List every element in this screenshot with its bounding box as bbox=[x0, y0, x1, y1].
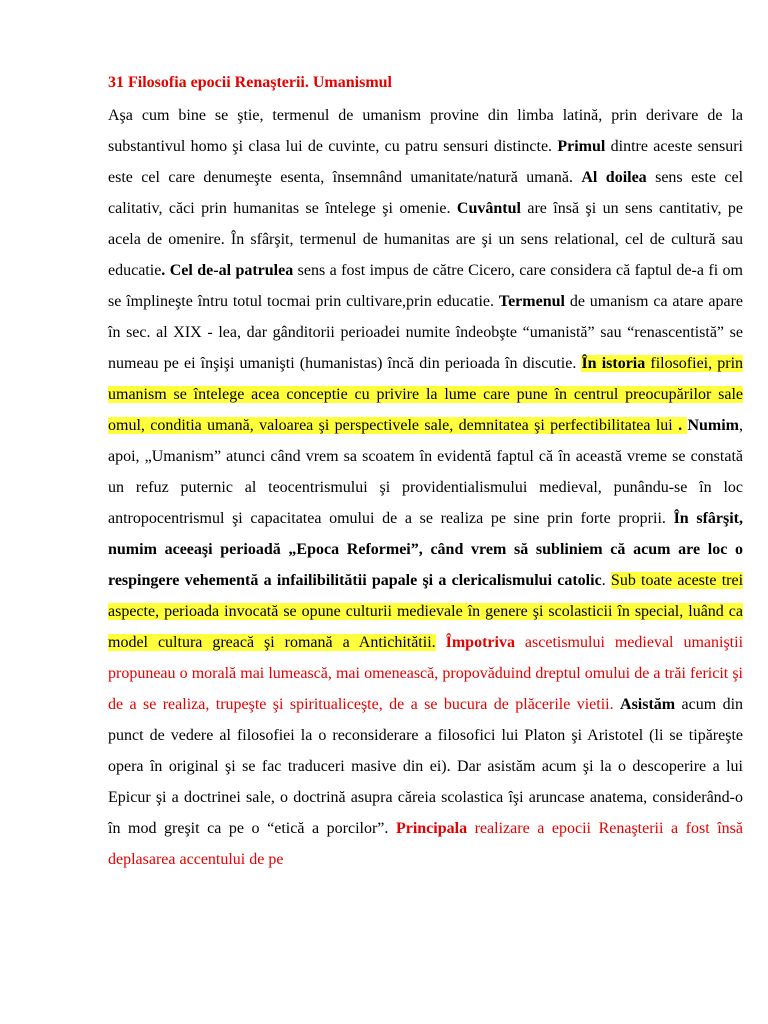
text-run: Cel de-al patrulea bbox=[169, 262, 294, 279]
text-run: ascetismului medieval umaniştii propuneau o morală mai lumească, mai omenească, propovăduind dreptul omului de a trăi fericit şi de a se realiza, trupeşte şi spiritualiceşte, de a se bucura de plăcerile vietii. bbox=[108, 634, 744, 713]
text-run: Primul bbox=[557, 138, 606, 155]
text-run: Aşa cum bine se ştie, termenul de umanism provine din limba latină, prin derivare de la substantivul homo şi clasa lui de cuvinte, cu patru sensuri distincte. bbox=[108, 107, 743, 155]
text-run: de umanism ca atare apare în sec. al XIX - lea, dar gânditorii perioadei numite îndeobşte “umanistă” sau “renascentistă” se numeau pe ei înşişi umanişti (humanistas) încă din perioada în discutie. bbox=[108, 293, 743, 372]
text-run: . bbox=[672, 417, 688, 434]
text-run: Principala bbox=[395, 820, 468, 837]
text-run: În istoria bbox=[581, 355, 646, 372]
text-run: În sfârşit, numim aceeaşi perioadă „Epoca Reformei”, când vrem să subliniem că acum are loc o respingere vehementă a infailibilitătii papale şi a clericalismului catolic bbox=[108, 510, 743, 589]
text-run: are însă şi un sens cantitativ, pe acela de omenire. În sfârşit, termenul de humanitas are şi un sens relational, cel de cultură sau educatie bbox=[108, 200, 743, 279]
text-run: acum din punct de vedere al filosofiei la o reconsiderare a filosofici lui Platon şi Aristotel (li se tipăreşte opera în original şi se fac traduceri masive din ei). Dar asistăm acum şi la o descoperire a lui Epicur şi a doctrinei sale, o doctrină asupra căreia scolastica îşi aruncase anatema, considerând-o în mod greşit ca pe o “etică a porcilor”. bbox=[108, 696, 744, 837]
text-run: . bbox=[601, 572, 611, 589]
text-run: dintre aceste sensuri este cel care denumeşte esenta, însemnând umanitate/natură umană. bbox=[108, 138, 743, 186]
document-page bbox=[108, 70, 743, 875]
text-run: Sub toate aceste trei aspecte, perioada invocată se opune culturii medievale în genere şi scolasticii în special, luând ca model cultura greacă şi romană a Antichitătii. bbox=[108, 572, 744, 651]
text-run: Asistăm bbox=[620, 696, 676, 713]
text-run: Numim bbox=[687, 417, 739, 434]
text-run: sens este cel calitativ, căci prin humanitas se întelege şi omenie. bbox=[108, 169, 744, 217]
text-run: . bbox=[161, 262, 166, 279]
document-title: 31 Filosofia epocii Renaşterii. Umanismul bbox=[108, 74, 392, 91]
text-run: realizare a epocii Renaşterii a fost însă deplasarea accentului de pe bbox=[108, 820, 743, 868]
text-run: filosofiei, prin umanism se întelege acea conceptie cu privire la lume care pune în centrul preocupărilor sale omul, conditia umană, valoarea şi perspectivele sale, demnitatea şi perfectibilitatea lui bbox=[108, 355, 744, 434]
text-run: Cuvântul bbox=[456, 200, 521, 217]
text-run: , apoi, „Umanism” atunci când vrem sa scoatem în evidentă faptul că în această vreme se constată un refuz puternic al teocentrismului şi providentialismului medieval, punându-se în loc antropocentrismul şi capacitatea omului de a se realiza pe sine prin forte proprii. bbox=[108, 417, 743, 527]
text-run bbox=[436, 634, 446, 651]
text-run: Termenul bbox=[498, 293, 565, 310]
body-paragraph bbox=[108, 100, 743, 875]
text-run: Împotriva bbox=[445, 634, 515, 651]
text-run: sens a fost impus de către Cicero, care considera că faptul de-a fi om se împlineşte întru totul tocmai prin cultivare,prin educatie. bbox=[108, 262, 744, 310]
text-run: Al doilea bbox=[581, 169, 647, 186]
